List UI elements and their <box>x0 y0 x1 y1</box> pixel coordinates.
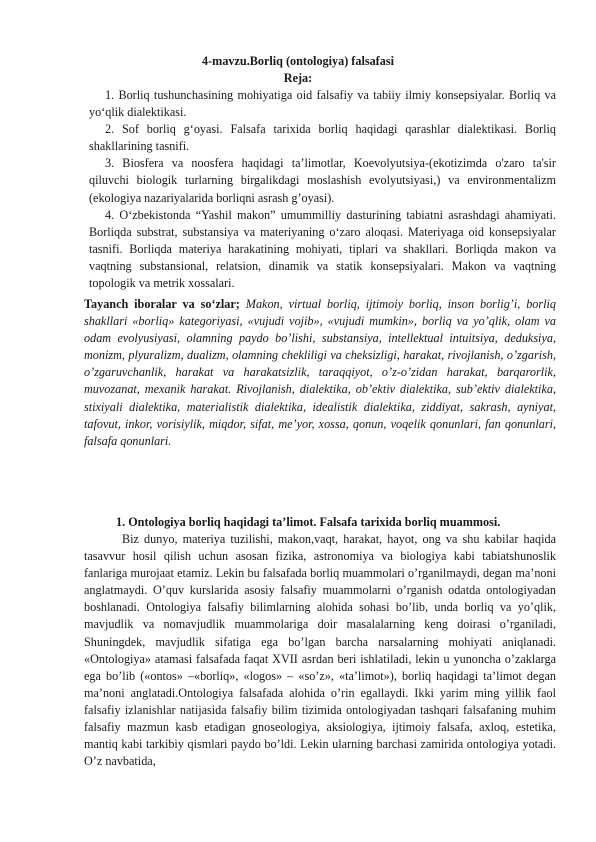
section-title: 1. Ontologiya borliq haqidagi ta’limot. Falsafa tarixida borliq muammosi. <box>116 515 501 529</box>
document-title: 4-mavzu.Borliq (ontologiya) falsafasi <box>202 54 394 68</box>
plan-item: 4. O‘zbekistonda “Yashil makon” umummilliy dasturining tabiatni asrashdagi ahamiyati. Borliqda substrat, substansiya va materiyaning o‘zaro aloqasi. Materiyaga oid konsepsiyalar tasnifi. Borliqda materiya harakatining mohiyati, tiplari va shakllari. Borliqda makon va vaqtning substansional, relatsion, dinamik va statik konsepsiyalari. Makon va vaqtning topologik va metrik xossalari. <box>89 207 556 291</box>
keywords-paragraph <box>84 296 556 450</box>
plan-item: 3. Biosfera va noosfera haqidagi ta’limotlar, Koevolyutsiya-(ekotizimda o'zaro ta'sir qiluvchi biologik turlarning birgalikdagi moslashish evolyutsiyasi,) va environmentalizm (ekologiya nazariyalarida borliqni asrash g’oyasi). <box>89 156 556 205</box>
plan-item: 1. Borliq tushunchasining mohiyatiga oid falsafiy va tabiiy ilmiy konsepsiyalar. Borliq va yo‘qlik dialektikasi. <box>89 88 556 120</box>
plan-list <box>89 87 556 292</box>
plan-heading: Reja: <box>283 71 313 85</box>
plan-item: 2. Sof borliq g‘oyasi. Falsafa tarixida borliq haqidagi qarashlar dialektikasi. Borliq shakllarining tasnifi. <box>89 122 556 154</box>
keywords-text: Makon, virtual borliq, ijtimoiy borliq, inson borlig’i, borliq shakllari «borliq» kategoriyasi, «vujudi vojib», «vujudi mumkin», borliq va yo’qlik, olam va odam evolyusiyasi, olamning paydo bo’lishi, substansiya, intellektual intuitsiya, deduksiya, monizm, plyuralizm, dualizm, olamning chekliligi va cheksizligi, harakat, rivojlanish, o’zgarish, o’zgaruvchanlik, harakat va harakatsizlik, taraqqiyot, o’z-o’zidan harakat, barqarorlik, muvozanat, mexanik harakat. Rivojlanish, dialektika, ob’ektiv dialektika, sub’ektiv dialektika, stixiyali dialektika, materialistik dialektika, idealistik dialektika, ziddiyat, sakrash, ayniyat, tafovut, inkor, vorisiylik, miqdor, sifat, me’yor, xossa, qonun, voqelik qonunlari, fan qonunlari, falsafa qonunlari. <box>84 297 556 448</box>
body-paragraph: Biz dunyo, materiya tuzilishi, makon,vaqt, harakat, hayot, ong va shu kabilar haqida tasavvur hosil qilish uchun asosan fizika, astronomiya va biologiya kabi tabiatshunoslik fanlariga murojaat etamiz. Lekin bu falsafada borliq muammolari o’rganilmaydi, degan ma’noni anglatmaydi. O’quv kurslarida asosiy falsafiy muammolarni o’rganish odatda ontologiyadan boshlanadi. Ontologiya falsafiy bilimlarning alohida sohasi bo’lib, unda borliq va yo’qlik, mavjudlik va nomavjudlik muammolariga doir masalalarning keng doirasi o’rganiladi, Shuningdek, mavjudlik sifatiga ega bo’lgan barcha narsalarning mohiyati aniqlanadi. «Ontologiya» atamasi falsafada faqat XVII asrdan beri ishlatiladi, lekin u yunoncha o’zaklarga ega bo’lib («ontos» –«borliq», «logos» – «so’z», «ta’limot»), borliq haqidagi ta’limot degan ma’noni anglatadi.Ontologiya falsafada alohida o’rin egallaydi. Ikki yarim ming yillik faol falsafiy izlanishlar natijasida falsafiy bilim tizimida ontologiyadan tashqari falsafaning muhim falsafiy mazmun kasb etadigan gnoseologiya, aksiologiya, ijtimoiy falsafa, axloq, estetika, mantiq kabi tarkibiy qismlari paydo bo’ldi. Lekin ularning barchasi zamirida ontologiya yotadi. O’z navbatida, <box>84 532 556 769</box>
keywords-label: Tayanch iboralar va so‘zlar; <box>84 297 240 311</box>
